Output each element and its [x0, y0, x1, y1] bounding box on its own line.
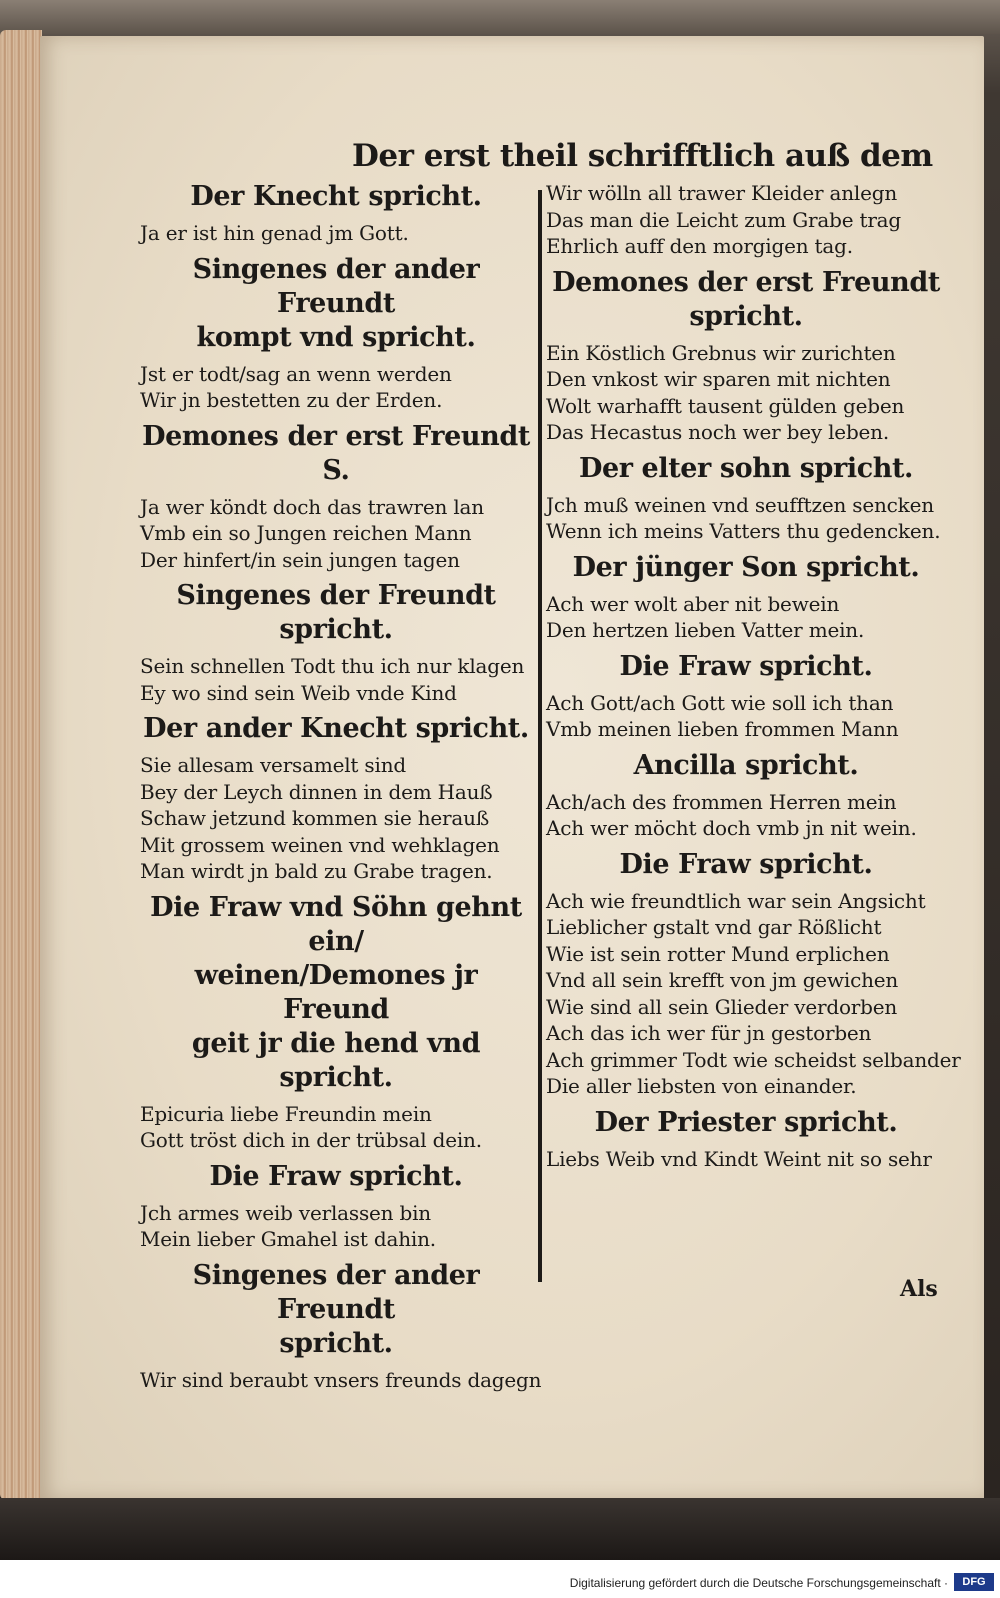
speech-block — [546, 749, 946, 842]
speech-block — [140, 1259, 542, 1394]
speech-block — [140, 712, 532, 885]
speaker-heading: Singenes der ander Freundt spricht. — [192, 1259, 480, 1359]
verse-line: Wenn ich meins Vatters thu gedencken. — [546, 519, 941, 543]
verse-line: Ehrlich auff den morgigen tag. — [546, 234, 853, 258]
verse-line: Das Hecastus noch wer bey leben. — [546, 420, 890, 444]
verse-line: Man wirdt jn bald zu Grabe tragen. — [140, 859, 493, 883]
dfg-logo: DFG — [954, 1573, 994, 1591]
verse-line: Mein lieber Gmahel ist dahin. — [140, 1227, 436, 1251]
book-shelf-shadow — [0, 1498, 1000, 1560]
verse-line: Wolt warhafft tausent gülden geben — [546, 393, 905, 418]
verse-line: Ach wer wolt aber nit bewein — [546, 591, 840, 616]
speech-block — [140, 420, 532, 574]
book-top-cover — [0, 0, 1000, 34]
speaker-heading: Der elter sohn spricht. — [578, 452, 914, 484]
page-edges — [0, 30, 42, 1500]
verse-line: Ach grimmer Todt wie scheidst selbander — [546, 1047, 961, 1072]
speech-block — [140, 180, 532, 247]
speaker-heading: Die Fraw spricht. — [619, 650, 873, 682]
verse-line: Schaw jetzund kommen sie herauß — [140, 806, 489, 830]
verse-line: Epicuria liebe Freundin mein — [140, 1101, 432, 1126]
verse-line: Ja er ist hin genad jm Gott. — [140, 221, 409, 245]
verse-line: Wir jn bestetten zu der Erden. — [140, 388, 443, 412]
verse-line: Ach wie freundtlich war sein Angsicht — [546, 888, 926, 913]
verse-line: Liebs Weib vnd Kindt Weint nit so sehr — [546, 1146, 932, 1171]
speaker-heading: Demones der erst Freundt spricht. — [552, 266, 940, 332]
verse-line: Wie sind all sein Glieder verdorben — [546, 994, 898, 1019]
speech-block — [140, 579, 532, 706]
verse-line: Jch muß weinen vnd seufftzen sencken — [546, 492, 934, 517]
verse-line: Ach das ich wer für jn gestorben — [546, 1021, 872, 1045]
speaker-heading: Singenes der ander Freundt kompt vnd spricht. — [192, 253, 480, 353]
speech-block — [546, 266, 946, 446]
speaker-heading: Demones der erst Freundt S. — [142, 420, 530, 486]
right-column — [546, 180, 961, 1178]
verse-line: Den vnkost wir sparen mit nichten — [546, 367, 891, 391]
funding-credit: Digitalisierung gefördert durch die Deutsche Forschungsgemeinschaft · — [569, 1576, 948, 1590]
verse-line: Bey der Leych dinnen in dem Hauß — [140, 779, 493, 804]
verse-line: Ja wer köndt doch das trawren lan — [140, 494, 484, 519]
speaker-heading: Die Fraw spricht. — [619, 848, 873, 880]
verse-line: Ach/ach des frommen Herren mein — [546, 789, 897, 814]
speech-block — [546, 551, 946, 644]
speaker-heading: Der jünger Son spricht. — [572, 551, 920, 583]
verse-line: Sein schnellen Todt thu ich nur klagen — [140, 654, 525, 678]
verse-line: Wir wölln all trawer Kleider anlegn — [546, 181, 898, 205]
speech-block — [140, 253, 532, 414]
speaker-heading: Der ander Knecht spricht. — [143, 713, 529, 744]
speech-block — [140, 1160, 532, 1253]
verse-line: Wie ist sein rotter Mund erplichen — [546, 941, 890, 966]
speech-block — [546, 180, 946, 260]
verse-line: Der hinfert/in sein jungen tagen — [140, 547, 460, 572]
speaker-heading: Der Priester spricht. — [594, 1106, 898, 1138]
footer — [0, 1560, 1000, 1598]
verse-line: Jst er todt/sag an wenn werden — [140, 361, 452, 386]
verse-line: Vmb meinen lieben frommen Mann — [546, 717, 899, 741]
speech-block — [546, 848, 961, 1100]
verse-line: Ey wo sind sein Weib vnde Kind — [140, 680, 457, 705]
speaker-heading: Der Knecht spricht. — [190, 181, 482, 212]
verse-line: Mit grossem weinen vnd wehklagen — [140, 832, 500, 857]
column-divider-rule — [538, 190, 542, 1282]
running-head: Der erst theil schrifftlich auß dem — [352, 138, 933, 174]
speaker-heading: Singenes der Freundt spricht. — [176, 580, 496, 645]
verse-line: Vmb ein so Jungen reichen Mann — [140, 521, 472, 545]
verse-line: Das man die Leicht zum Grabe trag — [546, 207, 902, 232]
speech-block — [546, 452, 946, 545]
verse-line: Ach Gott/ach Gott wie soll ich than — [546, 690, 894, 715]
speaker-heading: Ancilla spricht. — [633, 749, 859, 781]
verse-line: Gott tröst dich in der trübsal dein. — [140, 1128, 482, 1152]
verse-line: Vnd all sein krefft von jm gewichen — [546, 968, 899, 992]
verse-line: Ein Köstlich Grebnus wir zurichten — [546, 340, 896, 365]
left-column — [140, 180, 542, 1399]
speech-block — [140, 891, 532, 1154]
speaker-heading: Die Fraw vnd Söhn gehnt ein/ weinen/Demones jr Freund geit jr die hend vnd spricht. — [150, 891, 522, 1093]
verse-line: Die aller liebsten von einander. — [546, 1074, 857, 1098]
verse-line: Ach wer möcht doch vmb jn nit wein. — [546, 816, 917, 840]
verse-line: Den hertzen lieben Vatter mein. — [546, 618, 865, 642]
verse-line: Sie allesam versamelt sind — [140, 753, 406, 777]
verse-line: Wir sind beraubt vnsers freunds dagegn — [140, 1367, 542, 1392]
speech-block — [546, 650, 946, 743]
verse-line: Lieblicher gstalt vnd gar Rößlicht — [546, 915, 882, 939]
verse-line: Jch armes weib verlassen bin — [140, 1200, 431, 1225]
speech-block — [546, 1106, 946, 1173]
catchword: Als — [900, 1276, 938, 1302]
speaker-heading: Die Fraw spricht. — [209, 1160, 463, 1192]
